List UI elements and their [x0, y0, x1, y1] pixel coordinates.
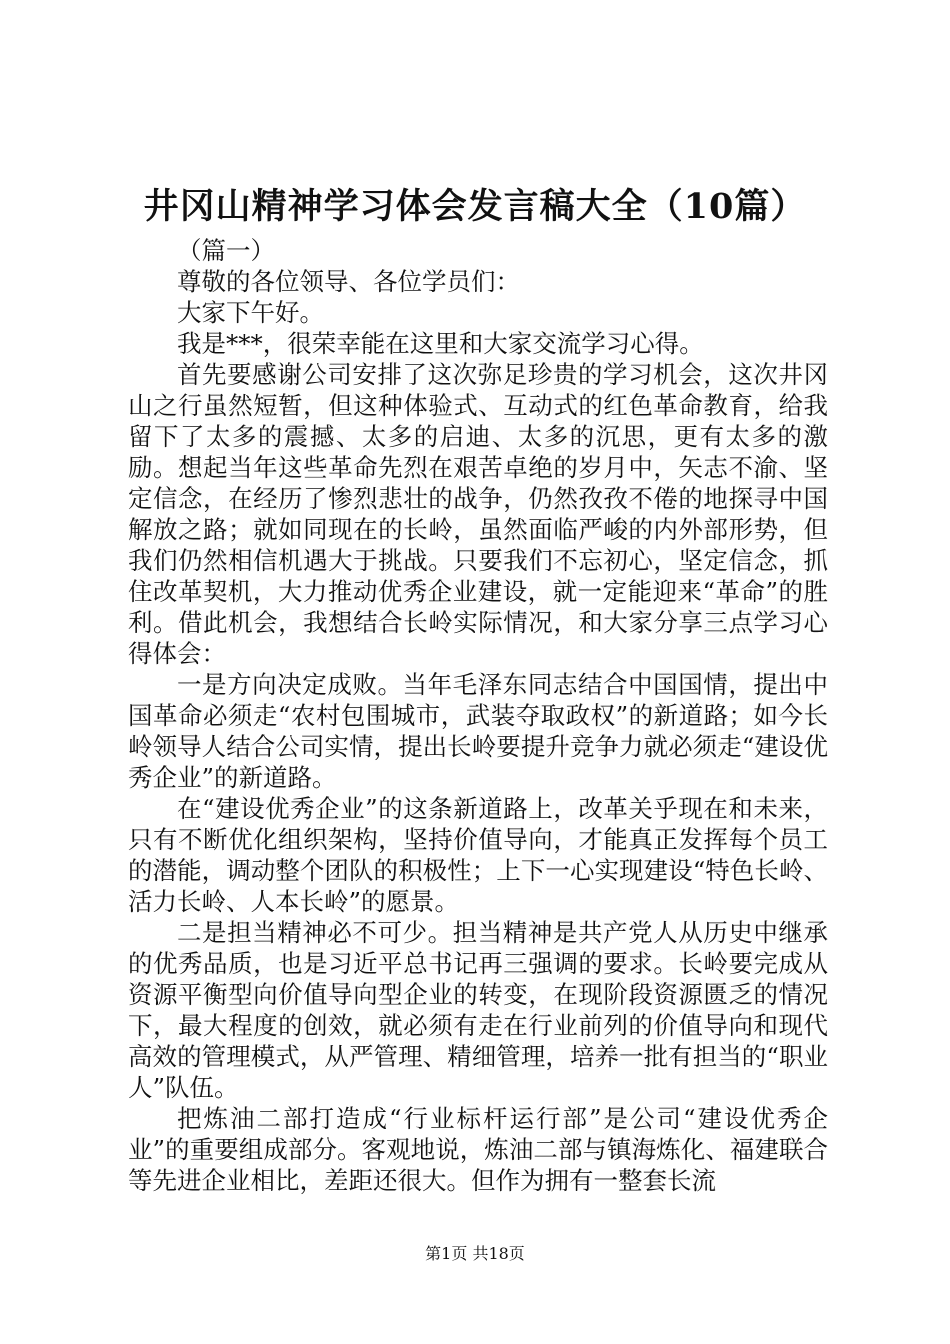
paragraph: 首先要感谢公司安排了这次弥足珍贵的学习机会，这次井冈山之行虽然短暂，但这种体验式、互动式的红色革命教育，给我留下了太多的震撼、太多的启迪、太多的沉思，更有太多的激励。想起当年这些革命先烈在艰苦卓绝的岁月中，矢志不渝、坚定信念，在经历了惨烈悲壮的战争，仍然孜孜不倦的地探寻中国解放之路；就如同现在的长岭，虽然面临严峻的内外部形势，但我们仍然相信机遇大于挑战。只要我们不忘初心，坚定信念，抓住改革契机，大力推动优秀企业建设，就一定能迎来“革命”的胜利。借此机会，我想结合长岭实际情况，和大家分享三点学习心得体会： [128, 360, 828, 668]
salutation: 尊敬的各位领导、各位学员们： [177, 267, 520, 296]
paragraph: 把炼油二部打造成“行业标杆运行部”是公司“建设优秀企业”的重要组成部分。客观地说，炼油二部与镇海炼化、福建联合等先进企业相比，差距还很大。但作为拥有一整套长流 [128, 1104, 828, 1195]
paragraph: 一是方向决定成败。当年毛泽东同志结合中国国情，提出中国革命必须走“农村包围城市，武装夺取政权”的新道路；如今长岭领导人结合公司实情，提出长岭要提升竞争力就必须走“建设优秀企业”的新道路。 [128, 670, 828, 792]
page-number-footer: 第1页 共18页 [425, 1244, 525, 1263]
paragraph: 二是担当精神必不可少。担当精神是共产党人从历史中继承的优秀品质，也是习近平总书记再三强调的要求。长岭要完成从资源平衡型向价值导向型企业的转变，在现阶段资源匮乏的情况下，最大程度的创效，就必须有走在行业前列的价值导向和现代高效的管理模式，从严管理、精细管理，培养一批有担当的“职业人”队伍。 [128, 918, 828, 1102]
greeting: 大家下午好。 [177, 298, 324, 327]
paragraph: 在“建设优秀企业”的这条新道路上，改革关乎现在和未来，只有不断优化组织架构，坚持价值导向，才能真正发挥每个员工的潜能，调动整个团队的积极性；上下一心实现建设“特色长岭、活力长岭、人本长岭”的愿景。 [128, 794, 828, 916]
self-introduction: 我是***，很荣幸能在这里和大家交流学习心得。 [177, 329, 704, 358]
document-body [128, 235, 828, 1196]
section-heading: （篇一） [177, 236, 275, 265]
document-title: 井冈山精神学习体会发言稿大全（10篇） [143, 186, 807, 227]
